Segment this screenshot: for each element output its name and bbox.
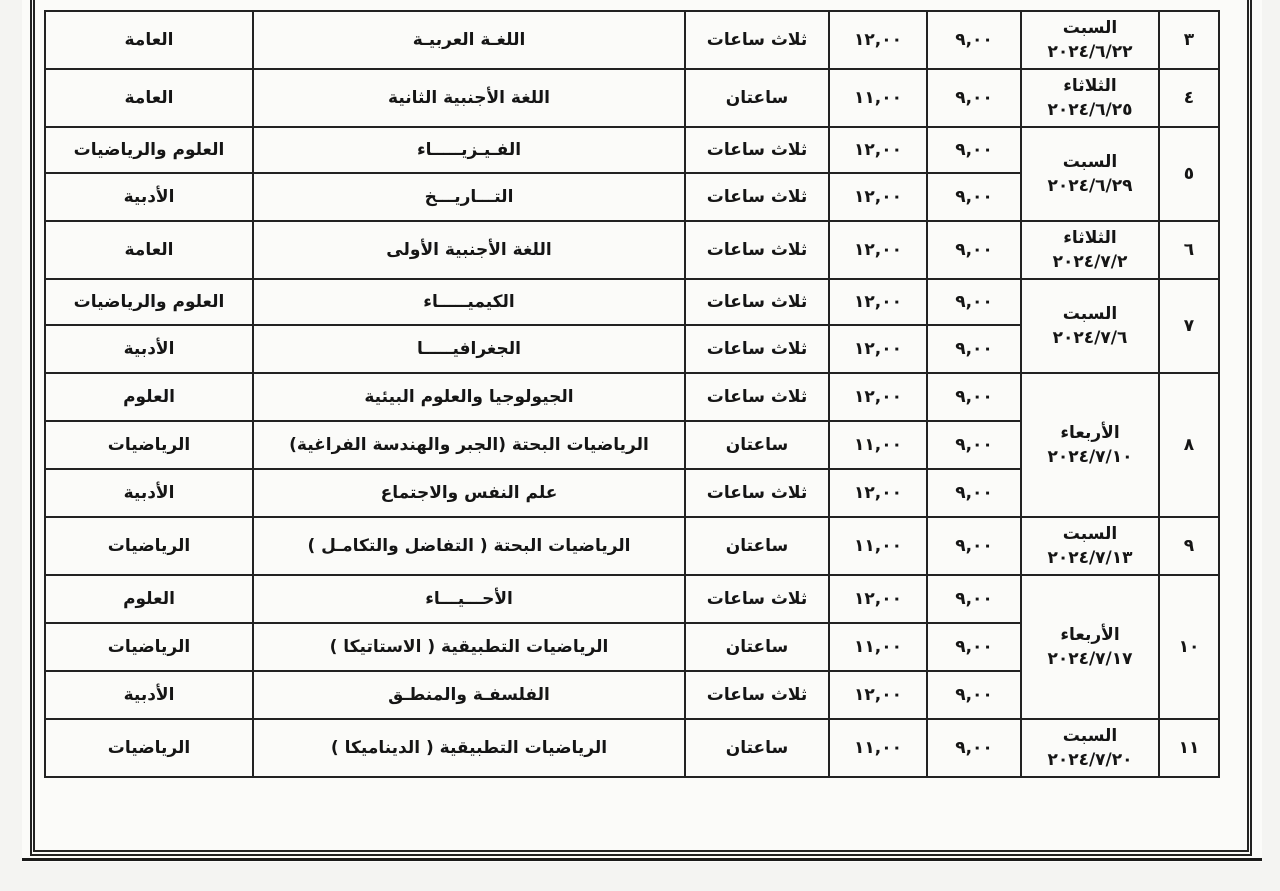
- exam-day-cell: [1021, 11, 1159, 69]
- exam-date: ٢٠٢٤/٦/٢٢: [1047, 42, 1133, 62]
- branch-name: العلوم والرياضيات: [45, 279, 253, 325]
- duration: ساعتان: [685, 517, 829, 575]
- table-row: [45, 69, 1219, 127]
- start-time: ٩,٠٠: [927, 373, 1021, 421]
- end-time: ١١,٠٠: [829, 421, 927, 469]
- subject-name: الكيميـــــاء: [253, 279, 685, 325]
- row-number: ٥: [1159, 127, 1219, 221]
- exam-date: ٢٠٢٤/٧/١٠: [1047, 447, 1133, 467]
- duration: ثلاث ساعات: [685, 11, 829, 69]
- row-number: ٨: [1159, 373, 1219, 517]
- end-time: ١١,٠٠: [829, 719, 927, 777]
- exam-day-cell: [1021, 221, 1159, 279]
- subject-name: الرياضيات البحتة ( التفاضل والتكامـل ): [253, 517, 685, 575]
- duration: ثلاث ساعات: [685, 127, 829, 173]
- end-time: ١١,٠٠: [829, 69, 927, 127]
- duration: ثلاث ساعات: [685, 575, 829, 623]
- duration: ثلاث ساعات: [685, 373, 829, 421]
- branch-name: العامة: [45, 221, 253, 279]
- row-number: ٧: [1159, 279, 1219, 373]
- subject-name: علم النفس والاجتماع: [253, 469, 685, 517]
- duration: ثلاث ساعات: [685, 279, 829, 325]
- end-time: ١٢,٠٠: [829, 127, 927, 173]
- exam-date: ٢٠٢٤/٧/٢: [1052, 252, 1128, 272]
- subject-name: الفـيـزيـــــاء: [253, 127, 685, 173]
- start-time: ٩,٠٠: [927, 69, 1021, 127]
- branch-name: الأدبية: [45, 469, 253, 517]
- day-name: الأربعاء: [1060, 625, 1120, 645]
- branch-name: العلوم والرياضيات: [45, 127, 253, 173]
- end-time: ١١,٠٠: [829, 517, 927, 575]
- table-row: [45, 719, 1219, 777]
- branch-name: الأدبية: [45, 671, 253, 719]
- duration: ساعتان: [685, 69, 829, 127]
- start-time: ٩,٠٠: [927, 325, 1021, 373]
- exam-date: ٢٠٢٤/٧/٦: [1052, 328, 1128, 348]
- subject-name: الفلسفـة والمنطـق: [253, 671, 685, 719]
- end-time: ١٢,٠٠: [829, 469, 927, 517]
- duration: ساعتان: [685, 719, 829, 777]
- duration: ثلاث ساعات: [685, 671, 829, 719]
- exam-date: ٢٠٢٤/٦/٢٥: [1047, 100, 1133, 120]
- exam-day-cell: [1021, 575, 1159, 719]
- exam-day-cell: [1021, 127, 1159, 221]
- duration: ثلاث ساعات: [685, 221, 829, 279]
- duration: ثلاث ساعات: [685, 469, 829, 517]
- subject-name: الأحـــيـــاء: [253, 575, 685, 623]
- end-time: ١٢,٠٠: [829, 279, 927, 325]
- row-number: ٦: [1159, 221, 1219, 279]
- branch-name: العامة: [45, 11, 253, 69]
- start-time: ٩,٠٠: [927, 11, 1021, 69]
- exam-day-cell: [1021, 279, 1159, 373]
- table-row: [45, 575, 1219, 623]
- exam-day-cell: [1021, 69, 1159, 127]
- end-time: ١٢,٠٠: [829, 221, 927, 279]
- exam-date: ٢٠٢٤/٧/١٧: [1047, 649, 1133, 669]
- start-time: ٩,٠٠: [927, 221, 1021, 279]
- duration: ساعتان: [685, 623, 829, 671]
- start-time: ٩,٠٠: [927, 623, 1021, 671]
- day-name: الثلاثاء: [1063, 228, 1117, 248]
- branch-name: العلوم: [45, 575, 253, 623]
- subject-name: الجغرافيـــــا: [253, 325, 685, 373]
- branch-name: العامة: [45, 69, 253, 127]
- day-name: السبت: [1062, 524, 1118, 544]
- subject-name: الجيولوجيا والعلوم البيئية: [253, 373, 685, 421]
- subject-name: الرياضيات البحتة (الجبر والهندسة الفراغية): [253, 421, 685, 469]
- table-row: [45, 221, 1219, 279]
- day-name: السبت: [1062, 304, 1118, 324]
- start-time: ٩,٠٠: [927, 127, 1021, 173]
- row-number: ١٠: [1159, 575, 1219, 719]
- exam-date: ٢٠٢٤/٦/٢٩: [1047, 176, 1133, 196]
- start-time: ٩,٠٠: [927, 719, 1021, 777]
- end-time: ١٢,٠٠: [829, 11, 927, 69]
- table-row: [45, 11, 1219, 69]
- day-name: السبت: [1062, 726, 1118, 746]
- start-time: ٩,٠٠: [927, 575, 1021, 623]
- start-time: ٩,٠٠: [927, 671, 1021, 719]
- end-time: ١٢,٠٠: [829, 173, 927, 221]
- day-name: الأربعاء: [1060, 423, 1120, 443]
- exam-schedule-table: [44, 10, 1220, 778]
- branch-name: الرياضيات: [45, 421, 253, 469]
- table-row: [45, 373, 1219, 421]
- duration: ثلاث ساعات: [685, 173, 829, 221]
- branch-name: الأدبية: [45, 173, 253, 221]
- start-time: ٩,٠٠: [927, 421, 1021, 469]
- row-number: ٤: [1159, 69, 1219, 127]
- branch-name: الرياضيات: [45, 623, 253, 671]
- row-number: ٩: [1159, 517, 1219, 575]
- exam-day-cell: [1021, 517, 1159, 575]
- row-number: ١١: [1159, 719, 1219, 777]
- subject-name: الرياضيات التطبيقية ( الاستاتيكا ): [253, 623, 685, 671]
- start-time: ٩,٠٠: [927, 469, 1021, 517]
- schedule-body: [45, 11, 1219, 777]
- day-name: السبت: [1062, 18, 1118, 38]
- branch-name: العلوم: [45, 373, 253, 421]
- exam-day-cell: [1021, 373, 1159, 517]
- table-row: [45, 279, 1219, 325]
- end-time: ١٢,٠٠: [829, 671, 927, 719]
- bottom-rule: [22, 858, 1262, 861]
- table-row: [45, 127, 1219, 173]
- subject-name: اللغة الأجنبية الأولى: [253, 221, 685, 279]
- exam-day-cell: [1021, 719, 1159, 777]
- end-time: ١٢,٠٠: [829, 373, 927, 421]
- end-time: ١٢,٠٠: [829, 575, 927, 623]
- branch-name: الأدبية: [45, 325, 253, 373]
- day-name: الثلاثاء: [1063, 76, 1117, 96]
- row-number: ٣: [1159, 11, 1219, 69]
- day-name: السبت: [1062, 152, 1118, 172]
- table-row: [45, 517, 1219, 575]
- start-time: ٩,٠٠: [927, 173, 1021, 221]
- start-time: ٩,٠٠: [927, 279, 1021, 325]
- subject-name: التـــاريـــخ: [253, 173, 685, 221]
- subject-name: الرياضيات التطبيقية ( الديناميكا ): [253, 719, 685, 777]
- duration: ساعتان: [685, 421, 829, 469]
- branch-name: الرياضيات: [45, 517, 253, 575]
- exam-date: ٢٠٢٤/٧/٢٠: [1047, 750, 1133, 770]
- start-time: ٩,٠٠: [927, 517, 1021, 575]
- end-time: ١٢,٠٠: [829, 325, 927, 373]
- end-time: ١١,٠٠: [829, 623, 927, 671]
- duration: ثلاث ساعات: [685, 325, 829, 373]
- exam-date: ٢٠٢٤/٧/١٣: [1047, 548, 1133, 568]
- subject-name: اللغـة العربيـة: [253, 11, 685, 69]
- subject-name: اللغة الأجنبية الثانية: [253, 69, 685, 127]
- branch-name: الرياضيات: [45, 719, 253, 777]
